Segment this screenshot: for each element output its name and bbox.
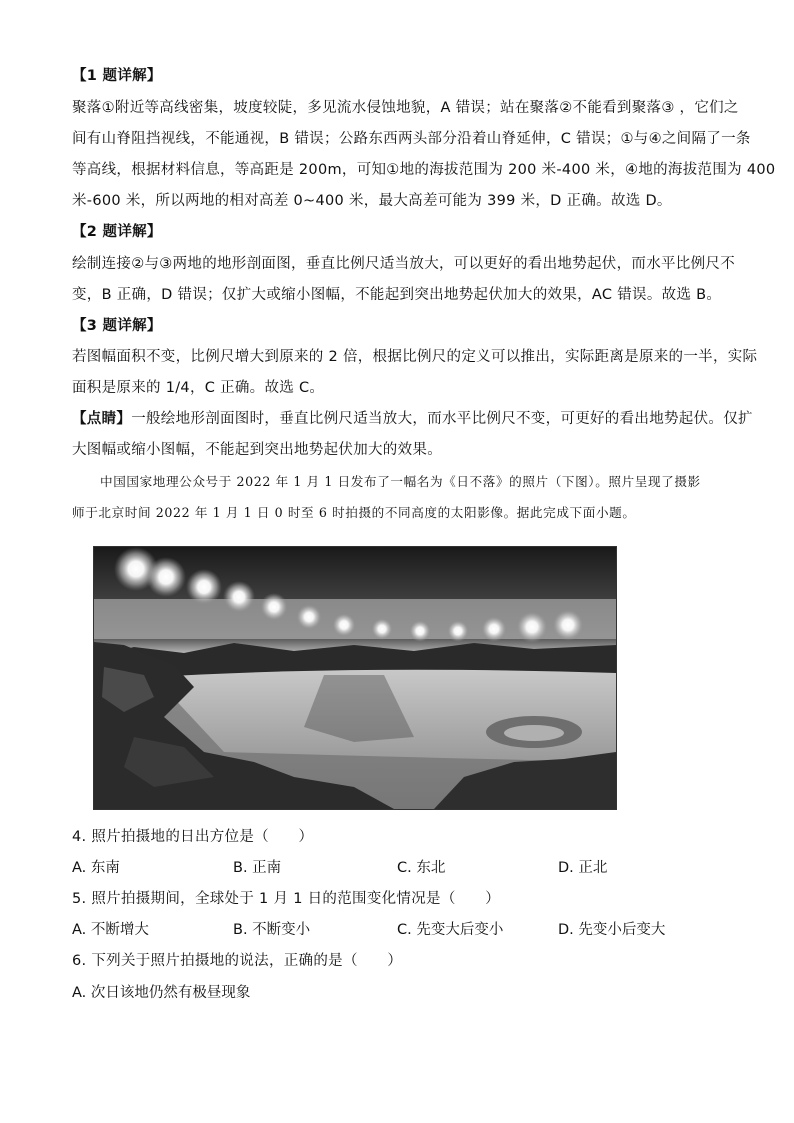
q1-line-2: 间有山脊阻挡视线，不能通视，B 错误；公路东西两头部分沿着山脊延伸，C 错误；①与④之间隔了一条 xyxy=(72,131,751,147)
q4-option-d[interactable]: D. 正北 xyxy=(558,860,608,876)
tip-text-1: 一般绘地形剖面图时，垂直比例尺适当放大，而水平比例尺不变，可更好的看出地势起伏。仅扩 xyxy=(131,411,753,427)
q2-line-2: 变，B 正确，D 错误；仅扩大或缩小图幅，不能起到突出地势起伏加大的效果，AC 错误。故选 B。 xyxy=(72,287,722,303)
q4-option-b[interactable]: B. 正南 xyxy=(233,860,282,876)
midnight-sun-photo xyxy=(93,546,617,810)
q1-line-1: 聚落①附近等高线密集，坡度较陡，多见流水侵蚀地貌，A 错误；站在聚落②不能看到聚落③ ，它们之 xyxy=(72,100,739,116)
q5-option-d[interactable]: D. 先变小后变大 xyxy=(558,922,666,938)
q3-line-1: 若图幅面积不变，比例尺增大到原来的 2 倍，根据比例尺的定义可以推出，实际距离是原来的一半，实际 xyxy=(72,349,758,365)
tip-line-2: 大图幅或缩小图幅，不能起到突出地势起伏加大的效果。 xyxy=(72,442,442,458)
q5-option-b[interactable]: B. 不断变小 xyxy=(233,922,311,938)
q5-stem: 5. 照片拍摄期间，全球处于 1 月 1 日的范围变化情况是（ ） xyxy=(72,891,501,907)
q4-stem: 4. 照片拍摄地的日出方位是（ ） xyxy=(72,829,314,845)
q3-heading: 【3 题详解】 xyxy=(72,318,162,334)
q3-line-2: 面积是原来的 1/4，C 正确。故选 C。 xyxy=(72,380,325,396)
q2-line-1: 绘制连接②与③两地的地形剖面图，垂直比例尺适当放大，可以更好的看出地势起伏，而水平比例尺不 xyxy=(72,256,735,272)
q1-heading: 【1 题详解】 xyxy=(72,68,162,84)
tip-line-1 xyxy=(72,409,753,429)
q1-line-4: 米-600 米，所以两地的相对高差 0~400 米，最大高差可能为 399 米，D 正确。故选 D。 xyxy=(72,193,672,209)
q4-option-c[interactable]: C. 东北 xyxy=(397,860,446,876)
intro-line-1: 中国国家地理公众号于 2022 年 1 月 1 日发布了一幅名为《日不落》的照片（下图）。照片呈现了摄影 xyxy=(100,474,701,489)
q1-line-3: 等高线，根据材料信息，等高距是 200m，可知①地的海拔范围为 200 米-400 米，④地的海拔范围为 400 xyxy=(72,162,776,178)
q4-option-a[interactable]: A. 东南 xyxy=(72,860,120,876)
q5-option-c[interactable]: C. 先变大后变小 xyxy=(397,922,504,938)
q5-option-a[interactable]: A. 不断增大 xyxy=(72,922,149,938)
intro-line-2: 师于北京时间 2022 年 1 月 1 日 0 时至 6 时拍摄的不同高度的太阳影像。据此完成下面小题。 xyxy=(72,505,636,520)
q6-stem: 6. 下列关于照片拍摄地的说法，正确的是（ ） xyxy=(72,953,403,969)
q6-option-a[interactable]: A. 次日该地仍然有极昼现象 xyxy=(72,985,251,1001)
tip-label: 【点睛】 xyxy=(72,411,132,427)
q2-heading: 【2 题详解】 xyxy=(72,224,162,240)
